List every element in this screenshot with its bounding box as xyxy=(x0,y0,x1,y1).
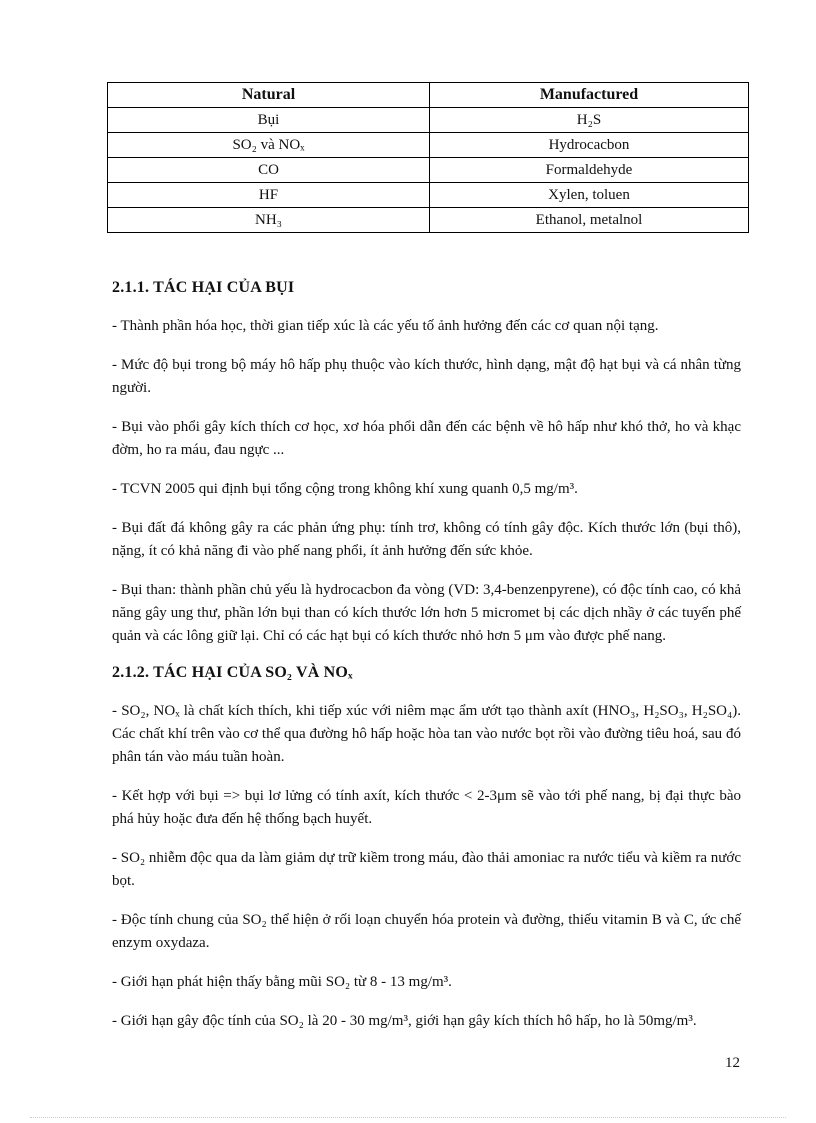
document-body xyxy=(112,279,741,1049)
paragraph: - Kết hợp với bụi => bụi lơ lửng có tính axít, kích thước < 2-3μm sẽ vào tới phế nang, bị đại thực bào phá hủy hoặc đưa đến hệ thống bạch huyết. xyxy=(112,788,741,827)
table-cell: H₂S xyxy=(430,108,749,133)
page-bottom-divider xyxy=(30,1117,786,1118)
table-row xyxy=(108,158,749,183)
table-row xyxy=(108,133,749,158)
paragraph: - Độc tính chung của SO₂ thể hiện ở rối loạn chuyển hóa protein và đường, thiếu vitamin B và C, ức chế enzym oxydaza. xyxy=(112,912,741,951)
paragraph: - Mức độ bụi trong bộ máy hô hấp phụ thuộc vào kích thước, hình dạng, mật độ hạt bụi và cá nhân từng người. xyxy=(112,357,741,396)
table-row xyxy=(108,108,749,133)
table-cell: Ethanol, metalnol xyxy=(430,208,749,233)
table-cell: Xylen, toluen xyxy=(430,183,749,208)
paragraph: - Giới hạn gây độc tính của SO₂ là 20 - 30 mg/m³, giới hạn gây kích thích hô hấp, ho là 50mg/m³. xyxy=(112,1013,697,1029)
table-header-manufactured: Manufactured xyxy=(430,83,749,108)
paragraph: - Thành phần hóa học, thời gian tiếp xúc là các yếu tố ảnh hưởng đến các cơ quan nội tạng. xyxy=(112,318,659,334)
paragraph: - TCVN 2005 qui định bụi tổng cộng trong không khí xung quanh 0,5 mg/m³. xyxy=(112,481,578,497)
section-heading-so2-nox: 2.1.2. TÁC HẠI CỦA SO₂ VÀ NOₓ xyxy=(112,664,353,681)
paragraph: - SO₂, NOₓ là chất kích thích, khi tiếp xúc với niêm mạc ẩm ướt tạo thành axít (HNO₃, H₂SO₃, H₂SO₄). Các chất khí trên vào cơ thể qua đường hô hấp hoặc hòa tan vào nước bọt rồi vào đường tiêu hoá, sau đó phân tán vào máu tuần hoàn. xyxy=(112,703,741,765)
table-cell: Formaldehyde xyxy=(430,158,749,183)
table-header-row xyxy=(108,83,749,108)
pollutant-table xyxy=(107,82,749,233)
table-cell: NH₃ xyxy=(108,208,430,233)
paragraph: - Bụi đất đá không gây ra các phản ứng phụ: tính trơ, không có tính gây độc. Kích thước lớn (bụi thô), nặng, ít có khả năng đi vào phế nang phổi, ít ảnh hưởng đến sức khỏe. xyxy=(112,520,741,559)
section-heading-dust: 2.1.1. TÁC HẠI CỦA BỤI xyxy=(112,279,295,296)
paragraph: - SO₂ nhiễm độc qua da làm giảm dự trữ kiềm trong máu, đào thải amoniac ra nước tiểu và kiềm ra nước bọt. xyxy=(112,850,741,889)
table-header-natural: Natural xyxy=(108,83,430,108)
table-row xyxy=(108,208,749,233)
page-number: 12 xyxy=(725,1055,740,1071)
paragraph: - Bụi than: thành phần chủ yếu là hydrocacbon đa vòng (VD: 3,4-benzenpyrene), có độc tính cao, có khả năng gây ung thư, phần lớn bụi than có kích thước lớn hơn 5 micromet bị các dịch nhầy ở các tuyến phế quản và các lông giữ lại. Chỉ có các hạt bụi có kích thước nhỏ hơn 5 μm vào được phế nang. xyxy=(112,582,741,644)
table-cell: SO₂ và NOₓ xyxy=(108,133,430,158)
paragraph: - Bụi vào phổi gây kích thích cơ học, xơ hóa phổi dẫn đến các bệnh về hô hấp như khó thở, ho và khạc đờm, ho ra máu, đau ngực ... xyxy=(112,419,741,458)
table-cell: Bụi xyxy=(108,108,430,133)
table-cell: Hydrocacbon xyxy=(430,133,749,158)
table-row xyxy=(108,183,749,208)
table-cell: HF xyxy=(108,183,430,208)
paragraph: - Giới hạn phát hiện thấy bằng mũi SO₂ từ 8 - 13 mg/m³. xyxy=(112,974,452,990)
table-cell: CO xyxy=(108,158,430,183)
